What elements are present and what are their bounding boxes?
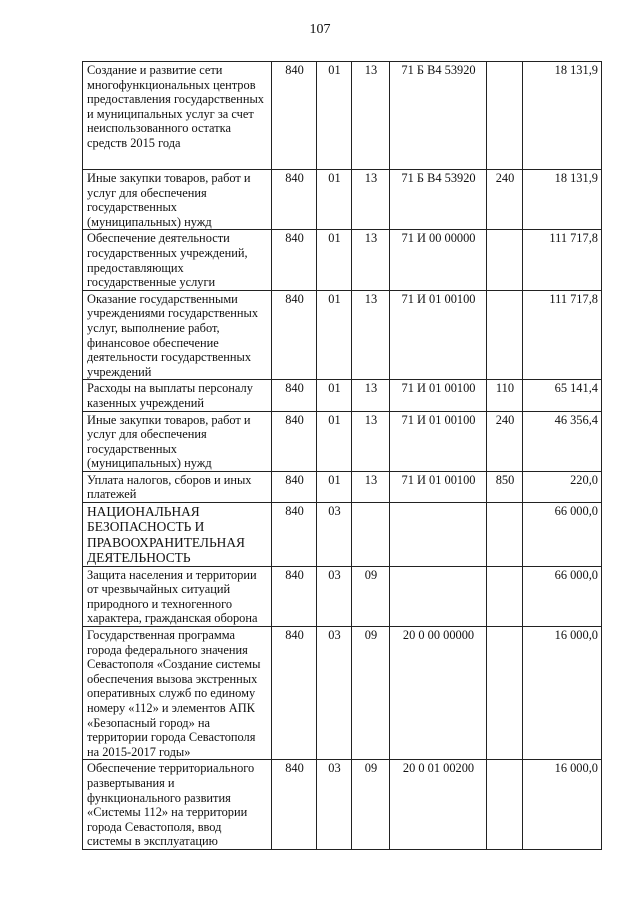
cell-expense-type: 850 [487,471,523,502]
cell-section: 01 [317,471,352,502]
cell-expense-type [487,503,523,567]
cell-section: 03 [317,760,352,850]
cell-grbs: 840 [272,290,317,380]
cell-amount: 16 000,0 [523,627,602,760]
table-row [83,62,602,170]
cell-grbs: 840 [272,503,317,567]
cell-grbs: 840 [272,627,317,760]
cell-name: Иные закупки товаров, работ и услуг для обеспечения государственных (муниципальных) нужд [83,411,272,471]
table-row [83,503,602,567]
cell-target-article: 71 И 01 00100 [390,380,487,411]
cell-expense-type [487,627,523,760]
cell-amount: 46 356,4 [523,411,602,471]
cell-grbs: 840 [272,411,317,471]
cell-name: Уплата налогов, сборов и иных платежей [83,471,272,502]
cell-subsection [352,503,390,567]
cell-subsection: 13 [352,471,390,502]
cell-section: 03 [317,566,352,626]
cell-name: Оказание государственными учреждениями государственных услуг, выполнение работ, финансовое обеспечение деятельности государственных учреждений [83,290,272,380]
page-number: 107 [309,22,331,37]
cell-name: Защита населения и территории от чрезвычайных ситуаций природного и техногенного характера, гражданская оборона [83,566,272,626]
cell-grbs: 840 [272,760,317,850]
cell-amount: 18 131,9 [523,62,602,170]
cell-target-article: 71 Б В4 53920 [390,62,487,170]
cell-target-article [390,503,487,567]
table-row [83,627,602,760]
cell-expense-type [487,566,523,626]
cell-amount: 18 131,9 [523,170,602,230]
cell-grbs: 840 [272,170,317,230]
cell-expense-type [487,62,523,170]
cell-expense-type: 110 [487,380,523,411]
table-row [83,760,602,850]
cell-expense-type: 240 [487,170,523,230]
cell-subsection: 09 [352,627,390,760]
cell-amount: 66 000,0 [523,503,602,567]
table-row [83,411,602,471]
cell-name: Государственная программа города федерального значения Севастополя «Создание системы обеспечения вызова экстренных оперативных служб по единому номеру «112» и элементов АПК «Безопасный город» на территории города Севастополя на 2015-2017 годы» [83,627,272,760]
cell-expense-type [487,290,523,380]
cell-section: 01 [317,62,352,170]
table-row [83,471,602,502]
table-row [83,230,602,290]
cell-target-article: 20 0 00 00000 [390,627,487,760]
cell-target-article: 71 И 01 00100 [390,471,487,502]
cell-section: 03 [317,627,352,760]
cell-target-article: 71 И 01 00100 [390,290,487,380]
cell-section: 01 [317,290,352,380]
cell-subsection: 09 [352,760,390,850]
cell-name: Обеспечение деятельности государственных учреждений, предоставляющих государственные услуги [83,230,272,290]
cell-target-article: 71 И 00 00000 [390,230,487,290]
cell-subsection: 13 [352,290,390,380]
cell-section: 01 [317,230,352,290]
cell-grbs: 840 [272,471,317,502]
cell-grbs: 840 [272,230,317,290]
cell-expense-type [487,230,523,290]
cell-subsection: 13 [352,380,390,411]
table-row [83,290,602,380]
cell-target-article [390,566,487,626]
cell-subsection: 09 [352,566,390,626]
cell-amount: 220,0 [523,471,602,502]
cell-subsection: 13 [352,170,390,230]
table-row [83,566,602,626]
budget-table [82,61,602,850]
cell-amount: 111 717,8 [523,290,602,380]
cell-name: Расходы на выплаты персоналу казенных учреждений [83,380,272,411]
cell-section: 01 [317,380,352,411]
cell-subsection: 13 [352,230,390,290]
cell-section: 03 [317,503,352,567]
cell-section: 01 [317,170,352,230]
cell-name: Создание и развитие сети многофункциональных центров предоставления государственных и муниципальных услуг за счет неиспользованного остатка средств 2015 года [83,62,272,170]
cell-target-article: 20 0 01 00200 [390,760,487,850]
cell-amount: 66 000,0 [523,566,602,626]
cell-grbs: 840 [272,566,317,626]
cell-target-article: 71 И 01 00100 [390,411,487,471]
cell-expense-type [487,760,523,850]
cell-name: Обеспечение территориального развертывания и функционального развития «Системы 112» на территории города Севастополя, ввод системы в эксплуатацию [83,760,272,850]
cell-grbs: 840 [272,62,317,170]
table-row [83,380,602,411]
cell-name: НАЦИОНАЛЬНАЯ БЕЗОПАСНОСТЬ И ПРАВООХРАНИТЕЛЬНАЯ ДЕЯТЕЛЬНОСТЬ [83,503,272,567]
cell-amount: 65 141,4 [523,380,602,411]
cell-target-article: 71 Б В4 53920 [390,170,487,230]
cell-amount: 16 000,0 [523,760,602,850]
table-row [83,170,602,230]
cell-grbs: 840 [272,380,317,411]
budget-table-body [83,62,602,850]
cell-expense-type: 240 [487,411,523,471]
cell-subsection: 13 [352,62,390,170]
cell-subsection: 13 [352,411,390,471]
cell-name: Иные закупки товаров, работ и услуг для обеспечения государственных (муниципальных) нужд [83,170,272,230]
cell-amount: 111 717,8 [523,230,602,290]
cell-section: 01 [317,411,352,471]
